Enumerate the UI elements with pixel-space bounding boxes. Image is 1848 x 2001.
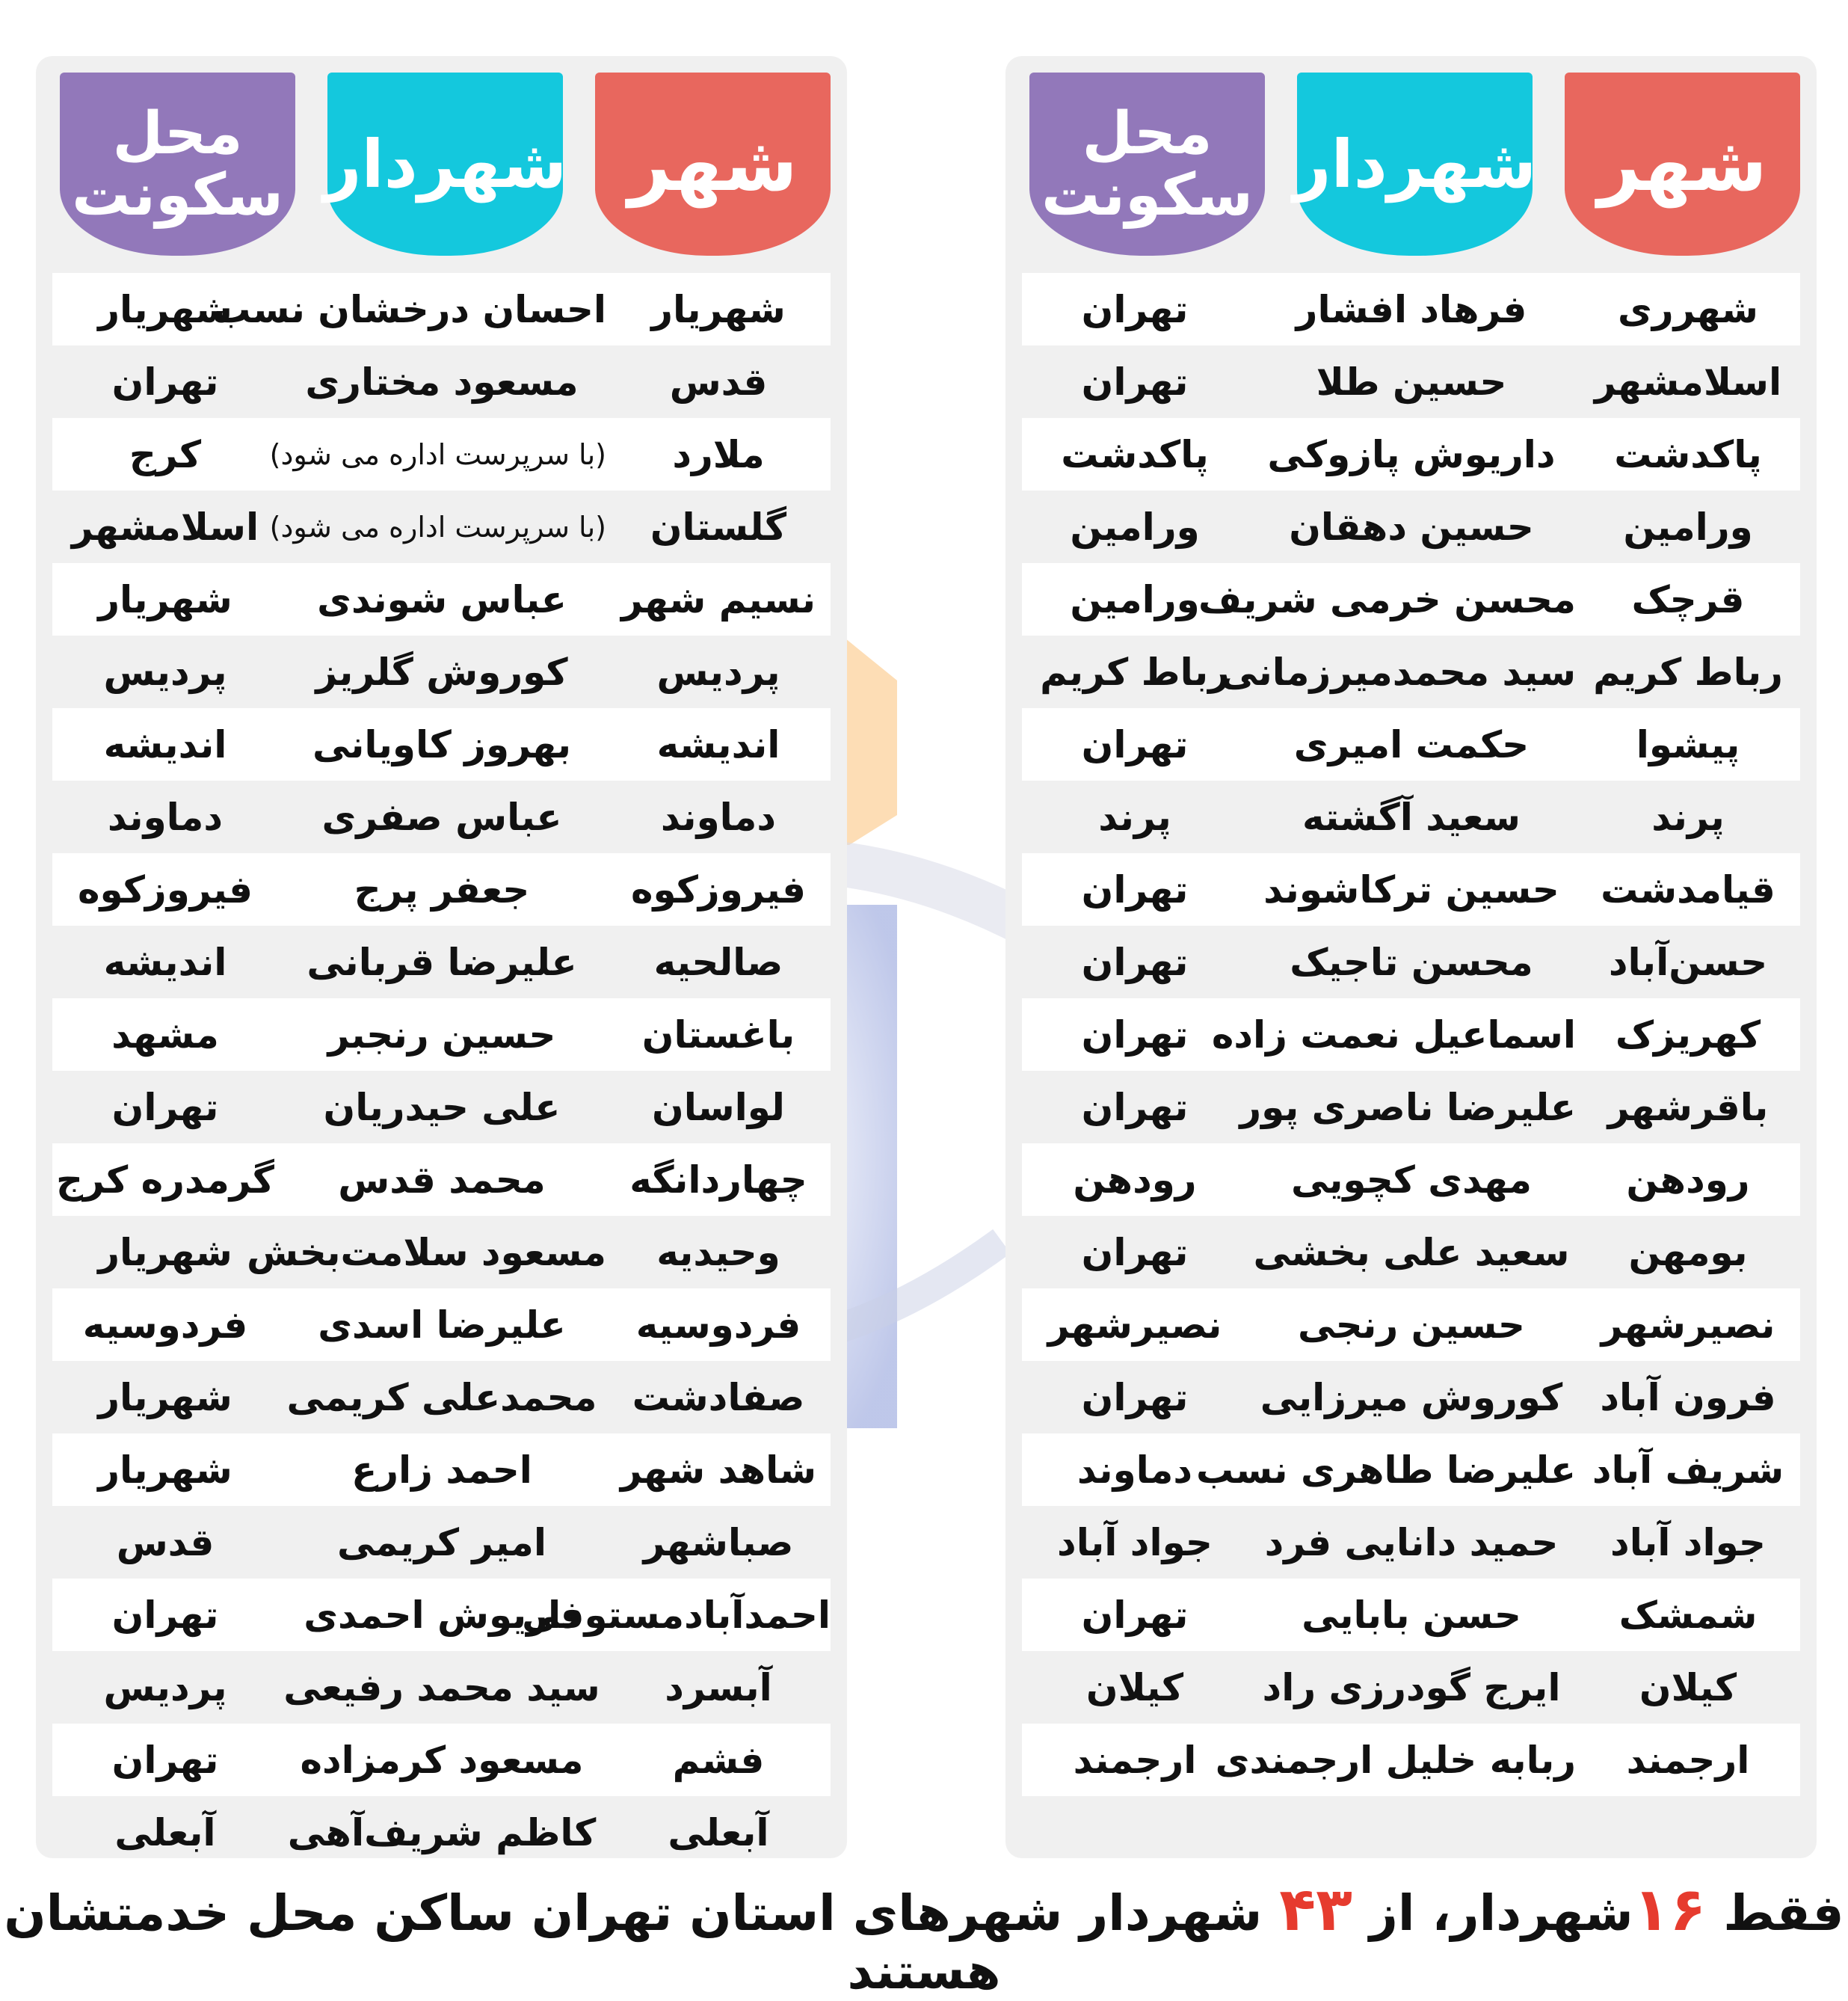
cell-residence: آبعلی	[114, 1810, 216, 1854]
cell-residence: ورامین	[1070, 505, 1200, 549]
cell-city: چهاردانگه	[629, 1158, 807, 1202]
cell-mayor: سعید علی بخشی	[1253, 1230, 1570, 1274]
cell-mayor: حسن بابایی	[1302, 1593, 1521, 1637]
cell-city: پیشوا	[1636, 722, 1740, 766]
table-row	[52, 708, 831, 781]
cell-residence: رودهن	[1073, 1158, 1197, 1202]
table-row	[1022, 491, 1800, 563]
cell-residence: شهریار	[98, 1375, 232, 1419]
cell-mayor: محمدعلی کریمی	[286, 1375, 597, 1419]
table-row	[1022, 708, 1800, 781]
cell-mayor: علیرضا قربانی	[307, 940, 577, 984]
cell-city: پرند	[1651, 795, 1725, 839]
cell-mayor: حسین رنجبر	[327, 1012, 556, 1057]
cell-mayor: محسن تاجیک	[1290, 940, 1533, 984]
cell-residence: قدس	[116, 1520, 215, 1564]
cell-mayor: حسین طلا	[1316, 360, 1507, 404]
footer-text-2: شهردار، از	[1352, 1884, 1633, 1942]
table-row	[52, 1724, 831, 1796]
table-row	[1022, 345, 1800, 418]
table-row	[52, 1288, 831, 1361]
cell-city: قیامدشت	[1601, 867, 1775, 912]
cell-city: پاکدشت	[1614, 432, 1762, 476]
cell-residence: تهران	[111, 1085, 219, 1129]
cell-residence: تهران	[1081, 1593, 1189, 1637]
cell-residence: تهران	[1081, 1012, 1189, 1057]
cell-residence: تهران	[1081, 1085, 1189, 1129]
cell-city: گلستان	[650, 505, 787, 549]
table-row	[1022, 418, 1800, 491]
right-table-panel	[1005, 56, 1817, 1858]
cell-residence: جواد آباد	[1057, 1520, 1213, 1564]
cell-city: باغستان	[641, 1012, 795, 1057]
table-row	[1022, 781, 1800, 853]
table-row	[52, 1071, 831, 1143]
cell-city: حسن‌آباد	[1608, 940, 1768, 984]
table-row	[52, 345, 831, 418]
table-row	[52, 1433, 831, 1506]
cell-city: کیلان	[1639, 1665, 1737, 1709]
cell-residence: تهران	[1081, 940, 1189, 984]
cell-city: باقرشهر	[1607, 1085, 1769, 1129]
cell-city: قدس	[669, 360, 768, 404]
cell-mayor: داریوش احمدی	[304, 1593, 580, 1637]
table-row	[52, 853, 831, 926]
cell-mayor: مسعود سلامت‌بخش	[247, 1230, 606, 1274]
cell-mayor: حکمت امیری	[1293, 722, 1530, 766]
cell-mayor: علیرضا طاهری نسب	[1195, 1448, 1576, 1492]
table-row	[52, 418, 831, 491]
cell-residence: ارجمند	[1073, 1738, 1197, 1782]
header-city: شهر	[595, 73, 831, 256]
cell-city: اسلامشهر	[1594, 360, 1782, 404]
header-mayor: شهردار	[327, 73, 563, 256]
cell-residence: مشهد	[111, 1012, 219, 1057]
cell-residence: تهران	[111, 360, 219, 404]
cell-residence: تهران	[1081, 1230, 1189, 1274]
right-table-rows	[1022, 273, 1800, 1796]
cell-mayor: احمد زارع	[351, 1448, 532, 1492]
cell-residence: رباط کریم	[1040, 650, 1230, 694]
header-mayor: شهردار	[1297, 73, 1533, 256]
cell-mayor: اسماعیل نعمت زاده	[1211, 1012, 1576, 1057]
cell-mayor: کوروش گلریز	[315, 650, 568, 694]
cell-city: آبسرد	[665, 1665, 772, 1709]
table-row	[1022, 926, 1800, 998]
cell-residence: پرند	[1098, 795, 1171, 839]
cell-mayor: علیرضا اسدی	[318, 1303, 566, 1347]
table-row	[1022, 1433, 1800, 1506]
table-row	[1022, 1143, 1800, 1216]
left-table-panel	[36, 56, 847, 1858]
cell-residence: شهریار	[98, 1230, 232, 1274]
cell-mayor: (با سرپرست اداره می شود)	[269, 437, 606, 471]
cell-mayor: کوروش میرزایی	[1260, 1375, 1563, 1419]
cell-mayor: سعید آگشته	[1302, 795, 1521, 839]
cell-residence: تهران	[111, 1593, 219, 1637]
cell-city: دماوند	[660, 795, 777, 839]
table-row	[1022, 998, 1800, 1071]
table-row	[52, 926, 831, 998]
table-row	[52, 491, 831, 563]
cell-mayor: حسین ترکاشوند	[1263, 867, 1559, 912]
table-row	[1022, 636, 1800, 708]
table-row	[52, 781, 831, 853]
cell-mayor: سید محمدمیرزمانی	[1220, 650, 1576, 694]
table-row	[52, 1796, 831, 1869]
table-row	[1022, 1288, 1800, 1361]
cell-mayor: (با سرپرست اداره می شود)	[269, 510, 606, 544]
cell-mayor: عباس شوندی	[317, 577, 567, 621]
cell-city: صالحیه	[653, 940, 783, 984]
cell-city: شمشک	[1618, 1593, 1758, 1637]
header-city: شهر	[1565, 73, 1800, 256]
table-row	[1022, 1651, 1800, 1724]
cell-city: قرچک	[1631, 577, 1745, 621]
cell-mayor: محمد قدس	[338, 1158, 546, 1202]
cell-residence: تهران	[1081, 867, 1189, 912]
cell-residence: تهران	[1081, 722, 1189, 766]
cell-mayor: حسین دهقان	[1289, 505, 1534, 549]
cell-mayor: ایرج گودرزی راد	[1262, 1665, 1561, 1709]
cell-residence: دماوند	[107, 795, 224, 839]
cell-city: ورامین	[1623, 505, 1753, 549]
cell-city: فرون آباد	[1600, 1375, 1776, 1419]
cell-city: نصیرشهر	[1601, 1303, 1775, 1347]
footer-text-1: فقط	[1706, 1884, 1844, 1942]
footer-line	[0, 1875, 1848, 2001]
cell-residence: دماوند	[1077, 1448, 1193, 1492]
cell-city: صباشهر	[643, 1520, 794, 1564]
cell-city: احمدآبادمستوفی	[522, 1593, 831, 1637]
cell-city: رودهن	[1626, 1158, 1750, 1202]
cell-city: صفادشت	[632, 1375, 805, 1419]
table-row	[52, 998, 831, 1071]
cell-residence: پردیس	[103, 650, 227, 694]
cell-city: بومهن	[1628, 1230, 1748, 1274]
table-row	[52, 1143, 831, 1216]
cell-mayor: فرهاد افشار	[1296, 287, 1527, 331]
cell-residence: اندیشه	[103, 722, 227, 766]
cell-mayor: حسین رنجی	[1298, 1303, 1525, 1347]
cell-mayor: مسعود مختاری	[305, 360, 579, 404]
cell-residence: تهران	[111, 1738, 219, 1782]
table-row	[1022, 1361, 1800, 1433]
cell-mayor: علیرضا ناصری پور	[1239, 1085, 1576, 1129]
cell-mayor: عباس صفری	[321, 795, 562, 839]
cell-city: نسیم شهر	[621, 577, 816, 621]
cell-residence: کرج	[129, 432, 202, 476]
left-table-rows	[52, 273, 831, 1869]
cell-residence: شهریار	[98, 1448, 232, 1492]
cell-residence: فیروزکوه	[77, 867, 253, 912]
cell-mayor: داریوش پازوکی	[1267, 432, 1556, 476]
cell-residence: پاکدشت	[1061, 432, 1209, 476]
cell-city: پردیس	[656, 650, 780, 694]
cell-mayor: بهروز کاویانی	[312, 722, 571, 766]
footer-count-total: ۴۳	[1279, 1875, 1352, 1944]
cell-mayor: علی حیدریان	[323, 1085, 561, 1129]
table-row	[1022, 853, 1800, 926]
table-row	[52, 1579, 831, 1651]
cell-city: جواد آباد	[1610, 1520, 1766, 1564]
footer-text-3: شهردار شهرهای استان تهران ساکن محل خدمتشان هستند	[4, 1884, 1280, 2000]
cell-mayor: امیر کریمی	[336, 1520, 547, 1564]
cell-city: فیروزکوه	[630, 867, 807, 912]
cell-city: کهریزک	[1615, 1012, 1761, 1057]
cell-residence: اسلامشهر	[71, 505, 259, 549]
table-row	[52, 636, 831, 708]
cell-residence: شهریار	[98, 577, 232, 621]
cell-residence: گرمدره کرج	[56, 1158, 274, 1202]
cell-residence: کیلان	[1085, 1665, 1184, 1709]
table-row	[1022, 1579, 1800, 1651]
cell-mayor: ربابه خلیل ارجمندی	[1215, 1738, 1576, 1782]
table-row	[1022, 1216, 1800, 1288]
table-row	[52, 1506, 831, 1579]
table-row	[1022, 563, 1800, 636]
cell-city: شاهد شهر	[620, 1448, 817, 1492]
cell-city: رباط کریم	[1593, 650, 1783, 694]
header-residence: محل سکونت	[1029, 73, 1265, 256]
table-row	[52, 1361, 831, 1433]
table-row	[1022, 273, 1800, 345]
cell-mayor: حمید دانایی فرد	[1264, 1520, 1559, 1564]
table-row	[52, 1651, 831, 1724]
footer-caption	[0, 1875, 1848, 2001]
cell-mayor: مهدی کچویی	[1291, 1158, 1532, 1202]
cell-residence: پردیس	[103, 1665, 227, 1709]
cell-residence: تهران	[1081, 1375, 1189, 1419]
footer-count-resident: ۱۶	[1633, 1875, 1707, 1944]
cell-mayor: محسن خرمی شریف	[1198, 577, 1576, 621]
cell-residence: تهران	[1081, 287, 1189, 331]
cell-residence: شهریار	[98, 287, 232, 331]
cell-mayor: احسان درخشان نسب	[213, 287, 606, 331]
cell-mayor: جعفر پرج	[354, 867, 530, 912]
cell-residence: ورامین	[1070, 577, 1200, 621]
table-row	[1022, 1071, 1800, 1143]
cell-city: شریف آباد	[1592, 1448, 1784, 1492]
table-row	[1022, 1724, 1800, 1796]
cell-city: لواسان	[652, 1085, 785, 1129]
table-row	[1022, 1506, 1800, 1579]
cell-city: شهریار	[651, 287, 786, 331]
cell-residence: اندیشه	[103, 940, 227, 984]
cell-city: ارجمند	[1626, 1738, 1750, 1782]
cell-city: فردوسیه	[635, 1303, 801, 1347]
cell-mayor: کاظم شریف‌آهی	[287, 1810, 597, 1854]
header-residence: محل سکونت	[60, 73, 295, 256]
table-row	[52, 273, 831, 345]
cell-city: آبعلی	[668, 1810, 769, 1854]
cell-city: وحیدیه	[656, 1230, 780, 1274]
cell-city: اندیشه	[656, 722, 780, 766]
table-row	[52, 563, 831, 636]
table-row	[52, 1216, 831, 1288]
cell-residence: تهران	[1081, 360, 1189, 404]
cell-residence: نصیرشهر	[1047, 1303, 1222, 1347]
cell-city: شهرری	[1618, 287, 1758, 331]
cell-residence: فردوسیه	[82, 1303, 248, 1347]
cell-mayor: مسعود کرمزاده	[300, 1738, 584, 1782]
cell-city: ملارد	[672, 432, 765, 476]
cell-city: فشم	[672, 1738, 765, 1782]
cell-mayor: سید محمد رفیعی	[283, 1665, 600, 1709]
